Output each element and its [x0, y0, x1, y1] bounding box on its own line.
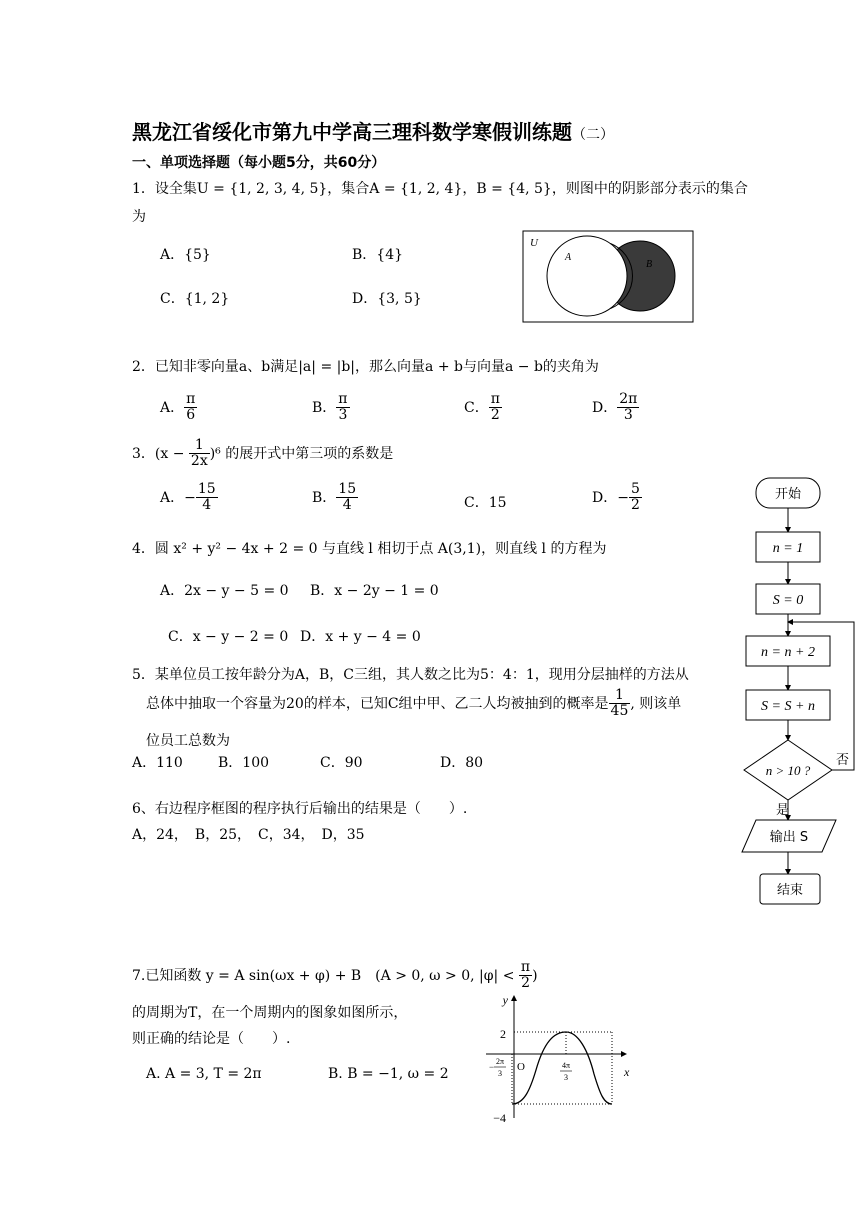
q5-option-b: B．100 [218, 755, 270, 771]
q7-line3: 则正确的结论是（ ）. [132, 1031, 291, 1047]
q5-line2: 总体中抽取一个容量为20的样本，已知C组中甲、乙二人均被抽到的概率是 $\frac{1}{45}$ , 则该单 [146, 687, 682, 720]
q5-option-c: C．90 [320, 755, 363, 771]
graph-xright-num: 4π [561, 1061, 571, 1070]
flow-end-label: 结束 [776, 883, 804, 898]
q4-option-c: C．x − y − 2 = 0 [168, 629, 289, 645]
q6-stem: 6、右边程序框图的程序执行后输出的结果是（ ）. [132, 801, 468, 817]
q1-stem-line2: 为 [132, 209, 146, 225]
venn-label-u: U [530, 237, 538, 249]
q5-option-a: A．110 [132, 755, 183, 771]
q7-line2: 的周期为T，在一个周期内的图象如图所示， [132, 1005, 408, 1021]
q2-option-a: A． $\frac{\pi}{6}$ [160, 391, 196, 424]
q2-option-c: C． $\frac{\pi}{2}$ [464, 391, 500, 424]
q2-option-d: D． $\frac{2\pi}{3}$ [592, 391, 638, 424]
graph-ymax-label: 2 [500, 1027, 506, 1041]
sine-graph [484, 990, 634, 1126]
graph-xleft-num: 2π [495, 1057, 505, 1066]
q6-options: A，24， B，25， C，34， D，35 [132, 827, 365, 843]
venn-diagram [522, 230, 694, 324]
q3-stem: 3．(x − $\frac{1}{2x}$ )⁶ 的展开式中第三项的系数是 [132, 437, 394, 470]
q7-stem: 7.已知函数 y = A sin(ωx + φ) + B (A > 0, ω > 0, |φ| < $\frac{\pi}{2}$ ) [132, 959, 538, 992]
graph-ymin-label: −4 [493, 1111, 506, 1125]
flow-start-label: 开始 [774, 487, 802, 502]
q7-option-a: A. A = 3, T = 2π [146, 1066, 262, 1082]
section-heading: 一、单项选择题（每小题5分，共60分） [132, 155, 386, 171]
flow-yes-label: 是 [776, 803, 790, 818]
flowchart [740, 470, 858, 910]
q1-stem-line1: 1．设全集U = {1, 2, 3, 4, 5}，集合A = {1, 2, 4}，B = {4, 5}，则图中的阴影部分表示的集合 [132, 181, 748, 197]
flow-update-n-label: n = n + 2 [761, 645, 815, 660]
q4-option-d: D．x + y − 4 = 0 [300, 629, 421, 645]
q1-option-c: C．{1, 2} [160, 291, 230, 307]
venn-label-a: A [565, 252, 572, 263]
q5-option-d: D．80 [440, 755, 484, 771]
graph-x-label: x [624, 1065, 630, 1079]
q1-option-a: A．{5} [160, 247, 211, 263]
q3-option-a: A．− $\frac{15}{4}$ [160, 481, 216, 514]
q4-stem: 4．圆 x² + y² − 4x + 2 = 0 与直线 l 相切于点 A(3,1)，则直线 l 的方程为 [132, 541, 607, 557]
venn-label-b: B [646, 259, 653, 270]
graph-xleft-sign: − [489, 1062, 495, 1072]
graph-xleft-den: 3 [498, 1069, 502, 1078]
title-suffix: （二） [572, 127, 614, 143]
q5-line3: 位员工总数为 [146, 733, 230, 749]
flow-init-n-label: n = 1 [772, 541, 804, 556]
q2-option-b: B． $\frac{\pi}{3}$ [312, 391, 348, 424]
q1-option-b: B．{4} [352, 247, 404, 263]
graph-y-label: y [502, 993, 508, 1007]
flow-condition-label: n > 10 ? [765, 763, 811, 778]
q7-option-b: B. B = −1, ω = 2 [328, 1066, 449, 1082]
title-main: 黑龙江省绥化市第九中学高三理科数学寒假训练题 [132, 120, 572, 144]
q3-option-b: B． $\frac{15}{4}$ [312, 481, 357, 514]
q5-line1: 5．某单位员工按年龄分为A，B，C三组，其人数之比为5：4：1，现用分层抽样的方法从 [132, 667, 689, 683]
flow-no-label: 否 [836, 753, 850, 768]
q1-option-d: D．{3, 5} [352, 291, 422, 307]
q4-option-b: B．x − 2y − 1 = 0 [310, 583, 439, 599]
graph-xright-den: 3 [564, 1073, 568, 1082]
page-title [132, 116, 614, 145]
flow-init-s-label: S = 0 [772, 593, 804, 608]
graph-origin-label: O [517, 1061, 525, 1073]
q2-stem: 2．已知非零向量a、b满足|a| = |b|，那么向量a + b与向量a − b的夹角为 [132, 359, 599, 375]
flow-update-s-label: S = S + n [761, 699, 815, 714]
flow-output-label: 输出 S [769, 830, 809, 845]
q3-option-d: D．− $\frac{5}{2}$ [592, 481, 640, 514]
q4-option-a: A．2x − y − 5 = 0 [160, 583, 289, 599]
venn-circle-a [547, 236, 627, 316]
q3-option-c: C．15 [464, 495, 507, 511]
